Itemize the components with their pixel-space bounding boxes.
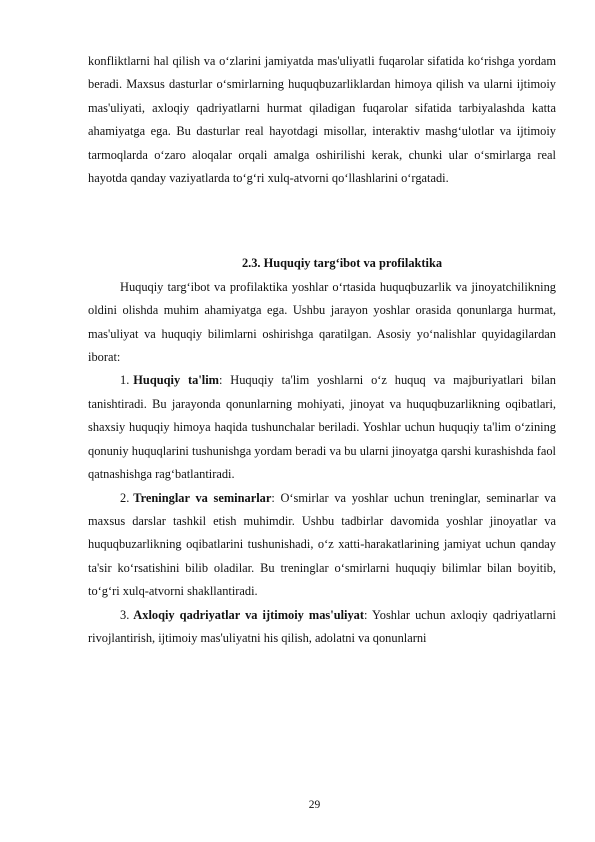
list-item: [88, 487, 556, 604]
list-item-number: 3.: [120, 607, 130, 622]
list-item-text: : O‘smirlar va yoshlar uchun treninglar, seminarlar va maxsus darslar tashkil etish muhimdir. Ushbu tadbirlar davomida yoshlar jinoyatlar va huquqbuzarlikning oqibatlarini tushunishadi, o‘z xatti-harakatlarining jamiyat uchun qanday ta'sir ko‘rsatishini bilib oladilar. Bu treninglar o‘smirlarni huquqiy bilimlar bilan boyitib, to‘g‘ri xulq-atvorni shakllantiradi.: [88, 490, 556, 599]
list-item-term: Huquqiy ta'lim: [133, 373, 219, 388]
section-title: 2.3. Huquqiy targ‘ibot va profilaktika: [241, 256, 443, 271]
section-intro-paragraph: Huquqiy targ‘ibot va profilaktika yoshlar o‘rtasida huquqbuzarlik va jinoyatchilikning oldini olishda muhim ahamiyatga ega. Ushbu jarayon yoshlar orasida qonunlarga hurmat, mas'uliyat va huquqiy bilimlarni oshirishga qaratilgan. Asosiy yo‘nalishlar quyidagilardan iborat:: [88, 279, 556, 365]
list-item-number: 1.: [120, 373, 130, 388]
list-item-term: Axloqiy qadriyatlar va ijtimoiy mas'uliyat: [133, 607, 364, 622]
list-item-number: 2.: [120, 490, 130, 505]
document-page: [88, 50, 556, 650]
list-item-text: : Huquqiy ta'lim yoshlarni o‘z huquq va majburiyatlari bilan tanishtiradi. Bu jarayonda qonunlarning mohiyati, jinoyat va huquqbuzarlikning oqibatlari, shaxsiy huquqiy himoya haqida tushunchalar beriladi. Yoshlar uchun huquqiy ta'lim o‘zining qonuniy huquqlarini tushunishga yordam beradi va bu ularni jinoyatga qarshi kurashishda faol qatnashishga rag‘batlantiradi.: [88, 373, 556, 482]
list-item: [88, 604, 556, 651]
list-item-term: Treninglar va seminarlar: [133, 490, 272, 505]
list-item-text: : Yoshlar uchun axloqiy qadriyatlarni rivojlantirish, ijtimoiy mas'uliyatni his qilish, adolatni va qonunlarni: [88, 607, 556, 645]
page-number: 29: [308, 799, 321, 811]
list-item: [88, 369, 556, 486]
intro-paragraph: konfliktlarni hal qilish va o‘zlarini jamiyatda mas'uliyatli fuqarolar sifatida ko‘rishga yordam beradi. Maxsus dasturlar o‘smirlarning huquqbuzarliklardan himoya qilish va ularni ijtimoiy mas'uliyati, axloqiy qadriyatlarni hurmat qiladigan fuqarolar sifatida tarbiyalashda katta ahamiyatga ega. Bu dasturlar real hayotdagi misollar, interaktiv mashg‘ulotlar va ijtimoiy tarmoqlarda o‘zaro aloqalar orqali amalga oshirilishi kerak, chunki ular o‘smirlarga real hayotda qanday vaziyatlarda to‘g‘ri xulq-atvorni qo‘llashlarini o‘rgatadi.: [88, 54, 556, 186]
